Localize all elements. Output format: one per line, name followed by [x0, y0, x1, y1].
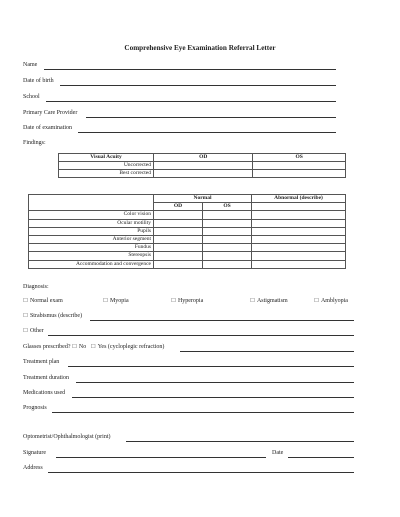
checkbox-icon[interactable]: ☐ [250, 298, 255, 304]
option-myopia[interactable]: ☐ Myopia [103, 298, 129, 304]
va-header-od: OD [154, 154, 253, 162]
visual-acuity-table [58, 153, 346, 178]
glasses-yes[interactable]: Yes (cycloplegic refraction) [97, 344, 165, 350]
va-cell[interactable] [154, 170, 253, 178]
exam-row-label: Stereopsis [29, 252, 154, 260]
va-cell[interactable] [154, 162, 253, 170]
exam-header-od: OD [154, 203, 203, 211]
va-row-uncorrected: Uncorrected [59, 162, 154, 170]
exam-row-label: Color vision [29, 211, 154, 219]
exam-cell[interactable] [154, 235, 203, 243]
treatment-plan-label: Treatment plan [23, 359, 60, 365]
va-cell[interactable] [253, 162, 346, 170]
treatment-duration-label: Treatment duration [23, 375, 69, 381]
checkbox-icon[interactable]: ☐ [23, 328, 28, 334]
exam-header-os: OS [203, 203, 252, 211]
checkbox-icon[interactable]: ☐ [23, 313, 28, 319]
exam-row-label: Anterior segment [29, 235, 154, 243]
glasses-question: Glasses prescribed? ☐ No ☐ Yes (cycloplegic refraction) [23, 344, 165, 350]
glasses-field[interactable] [180, 351, 354, 352]
exam-row-label: Accommodation and convergence [29, 260, 154, 268]
medications-field[interactable] [72, 397, 354, 398]
exam-row-label: Pupils [29, 227, 154, 235]
exam-cell[interactable] [203, 252, 252, 260]
pcp-label: Primary Care Provider [23, 110, 78, 116]
prognosis-field[interactable] [52, 412, 354, 413]
exam-findings-table [28, 194, 346, 269]
exam-cell[interactable] [203, 219, 252, 227]
doctor-field[interactable] [126, 441, 354, 442]
prognosis-label: Prognosis [23, 405, 47, 411]
exam-cell[interactable] [252, 211, 346, 219]
exam-cell[interactable] [154, 219, 203, 227]
va-header-os: OS [253, 154, 346, 162]
name-label: Name [23, 62, 38, 68]
date-label: Date [272, 450, 284, 456]
diagnosis-label: Diagnosis: [23, 284, 49, 290]
exam-cell[interactable] [252, 235, 346, 243]
exam-cell[interactable] [252, 219, 346, 227]
exam-header-normal: Normal [154, 195, 252, 203]
dob-label: Date of birth [23, 78, 54, 84]
treatment-plan-field[interactable] [68, 366, 354, 367]
exam-date-field[interactable] [78, 132, 336, 133]
address-label: Address [23, 465, 43, 471]
exam-cell[interactable] [203, 244, 252, 252]
exam-cell[interactable] [203, 211, 252, 219]
va-row-best-corrected: Best corrected [59, 170, 154, 178]
exam-cell[interactable] [203, 227, 252, 235]
checkbox-icon[interactable]: ☐ [103, 298, 108, 304]
date-field[interactable] [288, 457, 354, 458]
exam-row-label: Ocular motility [29, 219, 154, 227]
name-field[interactable] [44, 69, 336, 70]
exam-header-abnormal: Abnormal (describe) [252, 195, 346, 203]
doctor-label: Optometrist/Ophthalmologist (print) [23, 434, 111, 440]
dob-field[interactable] [60, 85, 336, 86]
option-hyperopia[interactable]: ☐ Hyperopia [171, 298, 204, 304]
address-field[interactable] [48, 472, 354, 473]
form-title: Comprehensive Eye Examination Referral Letter [124, 44, 276, 52]
exam-cell[interactable] [252, 244, 346, 252]
school-label: School [23, 94, 40, 100]
treatment-duration-field[interactable] [76, 382, 354, 383]
checkbox-icon[interactable]: ☐ [171, 298, 176, 304]
pcp-field[interactable] [86, 117, 336, 118]
exam-cell[interactable] [154, 227, 203, 235]
exam-cell[interactable] [252, 260, 346, 268]
va-header-acuity: Visual Acuity [59, 154, 154, 162]
checkbox-icon[interactable]: ☐ [90, 344, 96, 350]
option-amblyopia[interactable]: ☐ Amblyopia [314, 298, 348, 304]
exam-cell[interactable] [252, 252, 346, 260]
exam-cell[interactable] [252, 227, 346, 235]
exam-date-label: Date of examination [23, 125, 72, 131]
medications-label: Medications used [23, 390, 66, 396]
checkbox-icon[interactable]: ☐ [23, 298, 28, 304]
exam-row-label: Fundus [29, 244, 154, 252]
strabismus-field[interactable] [90, 320, 354, 321]
other-field[interactable] [48, 335, 354, 336]
option-other[interactable]: ☐ Other [23, 328, 44, 334]
signature-label: Signature [23, 450, 46, 456]
exam-cell[interactable] [154, 252, 203, 260]
option-strabismus[interactable]: ☐ Strabismus (describe) [23, 313, 83, 319]
school-field[interactable] [46, 101, 336, 102]
findings-label: Findings: [23, 140, 46, 146]
glasses-no[interactable]: No [78, 344, 87, 350]
exam-cell[interactable] [203, 235, 252, 243]
exam-cell[interactable] [154, 260, 203, 268]
checkbox-icon[interactable]: ☐ [314, 298, 319, 304]
signature-field[interactable] [56, 457, 266, 458]
exam-cell[interactable] [154, 244, 203, 252]
option-astigmatism[interactable]: ☐ Astigmatism [250, 298, 288, 304]
exam-cell[interactable] [203, 260, 252, 268]
option-normal-exam[interactable]: ☐ Normal exam [23, 298, 63, 304]
va-cell[interactable] [253, 170, 346, 178]
checkbox-icon[interactable]: ☐ [71, 344, 77, 350]
exam-cell[interactable] [154, 211, 203, 219]
